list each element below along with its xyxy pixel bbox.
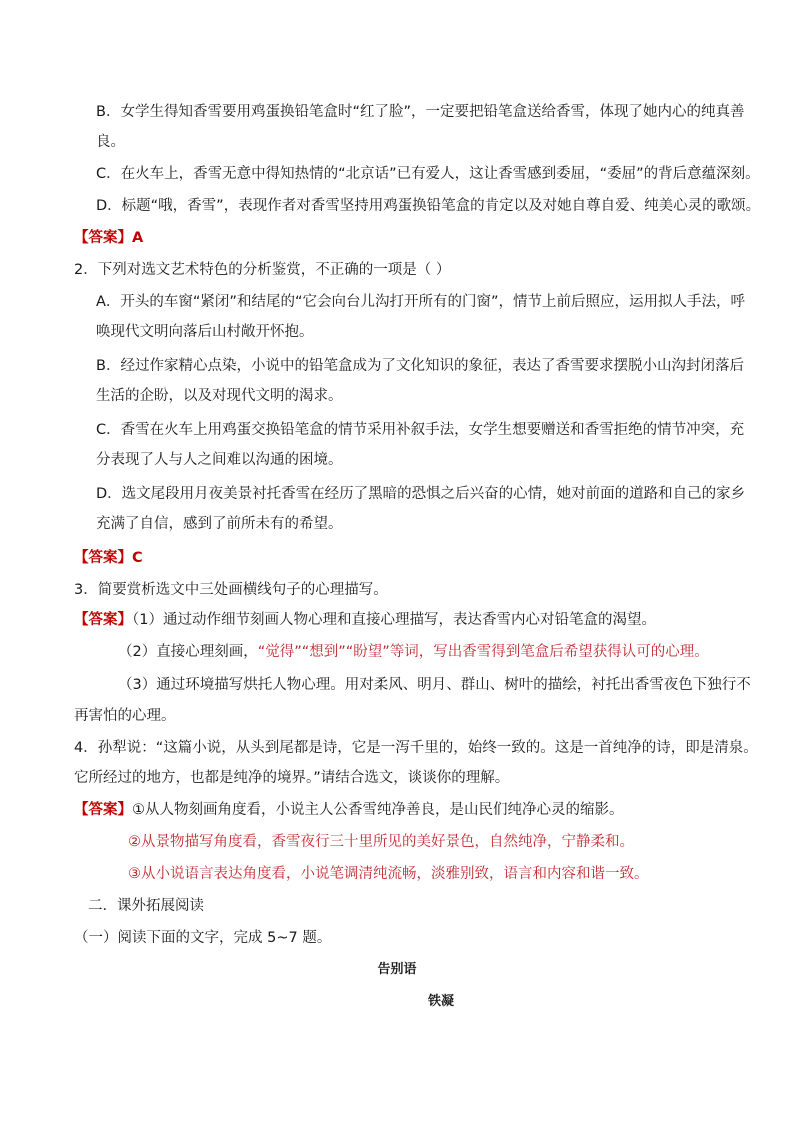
q2-option-a-line2: 唤现代文明向落后山村敞开怀抱。 xyxy=(96,324,314,340)
q2-option-b-line2: 生活的企盼，以及对现代文明的渴求。 xyxy=(96,388,343,404)
q1-option-b-line2: 良。 xyxy=(96,134,125,150)
q3-answer-2-prefix: （2）直接心理刻画， xyxy=(118,644,258,660)
answer-tag: 【答案】 xyxy=(74,802,132,818)
q2-question: 2．下列对选文艺术特色的分析鉴赏，不正确的一项是（ ） xyxy=(74,262,451,278)
q2-option-d-line2: 充满了自信，感到了前所未有的希望。 xyxy=(96,516,343,532)
q2-answer xyxy=(74,548,143,568)
q1-option-d: D．标题“哦，香雪”，表现作者对香雪坚持用鸡蛋换铅笔盒的肯定以及对她自尊自爱、纯美心灵的歌颂。 xyxy=(96,198,761,214)
section-subheading: （一）阅读下面的文字，完成 5~7 题。 xyxy=(74,930,332,946)
q4-answer-1-text: ①从人物刻画角度看，小说主人公香雪纯净善良，是山民们纯净心灵的缩影。 xyxy=(132,802,624,818)
q3-answer-3-line2: 再害怕的心理。 xyxy=(74,708,176,724)
q3-answer-1-text: （1）通过动作细节刻画人物心理和直接心理描写，表达香雪内心对铅笔盒的渴望。 xyxy=(132,612,656,628)
section-heading: 二．课外拓展阅读 xyxy=(88,898,204,914)
article-author: 铁凝 xyxy=(427,994,454,1009)
q1-answer xyxy=(74,228,143,248)
q1-option-b-line1: B．女学生得知香雪要用鸡蛋换铅笔盒时“红了脸”，一定要把铅笔盒送给香雪，体现了她内心的纯真善 xyxy=(96,104,745,120)
q2-option-c-line1: C．香雪在火车上用鸡蛋交换铅笔盒的情节采用补叙手法，女学生想要赠送和香雪拒绝的情节冲突，充 xyxy=(96,422,745,438)
q3-answer-3-line1: （3）通过环境描写烘托人物心理。用对柔风、明月、群山、树叶的描绘，衬托出香雪夜色下独行不 xyxy=(118,677,751,693)
answer-tag: 【答案】 xyxy=(74,230,132,246)
answer-value: C xyxy=(132,550,143,566)
q3-answer-2 xyxy=(118,642,709,662)
q4-answer-2: ②从景物描写角度看，香雪夜行三十里所见的美好景色，自然纯净，宁静柔和。 xyxy=(128,834,634,850)
q2-option-d-line1: D．选文尾段用月夜美景衬托香雪在经历了黑暗的恐惧之后兴奋的心情，她对前面的道路和自己的家乡 xyxy=(96,486,746,502)
q3-answer-2-red: “觉得”“想到”“盼望”等词，写出香雪得到笔盒后希望获得认可的心理。 xyxy=(257,644,709,660)
article-title: 告别语 xyxy=(377,962,417,977)
q1-option-c: C．在火车上，香雪无意中得知热情的“北京话”已有爱人，这让香雪感到委屈，“委屈”的背后意蕴深刻。 xyxy=(96,166,760,182)
q2-option-b-line1: B．经过作家精心点染，小说中的铅笔盒成为了文化知识的象征，表达了香雪要求摆脱小山沟封闭落后 xyxy=(96,358,744,374)
answer-tag: 【答案】 xyxy=(74,612,132,628)
q4-answer-1 xyxy=(74,800,624,820)
q2-option-a-line1: A．开头的车窗“紧闭”和结尾的“它会向台儿沟打开所有的门窗”，情节上前后照应，运用拟人手法，呼 xyxy=(96,294,745,310)
q4-answer-3: ③从小说语言表达角度看，小说笔调清纯流畅，淡雅别致，语言和内容和谐一致。 xyxy=(128,866,649,882)
q4-question-line2: 它所经过的地方，也都是纯净的境界。”请结合选文，谈谈你的理解。 xyxy=(74,770,510,786)
answer-value: A xyxy=(132,230,144,246)
answer-tag: 【答案】 xyxy=(74,550,132,566)
q4-question-line1: 4．孙犁说：“这篇小说，从头到尾都是诗，它是一泻千里的，始终一致的。这是一首纯净的诗，即是清泉。 xyxy=(74,740,758,756)
q3-answer-1 xyxy=(74,610,656,630)
q3-question: 3．简要赏析选文中三处画横线句子的心理描写。 xyxy=(74,582,388,598)
q2-option-c-line2: 分表现了人与人之间难以沟通的困境。 xyxy=(96,452,343,468)
